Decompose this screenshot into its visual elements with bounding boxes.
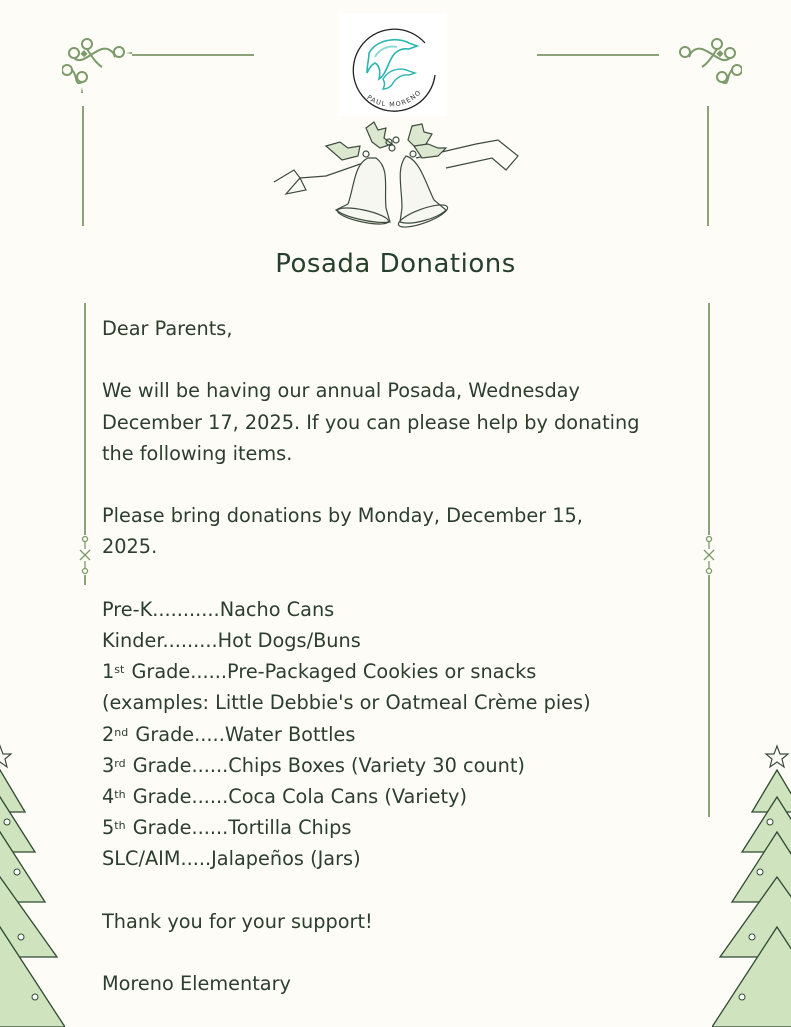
christmas-tree-left-icon [0, 742, 65, 1027]
left-body-rule-bottom [84, 575, 86, 585]
donation-item-4th: 4th Grade......Coca Cola Cans (Variety) [102, 785, 467, 808]
closing: Thank you for your support! [102, 909, 373, 933]
greeting: Dear Parents, [102, 317, 233, 340]
donation-item-3rd: 3rd Grade......Chips Boxes (Variety 30 count) [102, 753, 525, 777]
top-left-rule [132, 54, 254, 56]
paragraph1-line1: We will be having our annual Posada, Wednesday [102, 379, 580, 403]
bells-holly-icon [266, 118, 522, 230]
paragraph1-line3: the following items. [102, 441, 293, 465]
donation-item-prek: Pre-K...........Nacho Cans [102, 597, 335, 621]
donation-item-slc-aim: SLC/AIM.....Jalapeños (Jars) [102, 847, 361, 871]
svg-text:PAUL MORENO: PAUL MORENO [365, 88, 424, 109]
donation-item-1st-note: (examples: Little Debbie's or Oatmeal Crème pies) [102, 691, 591, 715]
page-title: Posada Donations [275, 249, 516, 279]
letter-body [102, 313, 702, 999]
school-logo [339, 13, 447, 116]
dolphin-icon [339, 13, 447, 116]
donation-item-kinder: Kinder.........Hot Dogs/Buns [102, 628, 361, 652]
paragraph2-line2: 2025. [102, 535, 158, 559]
donation-item-2nd: 2nd Grade.....Water Bottles [102, 722, 356, 746]
paragraph1-line2: December 17, 2025. If you can please help by donating [102, 410, 640, 434]
ornament-right-icon [702, 535, 716, 575]
donation-item-5th: 5th Grade......Tortilla Chips [102, 816, 352, 840]
flourish-corner-left-icon [62, 35, 152, 235]
flourish-corner-right-icon [652, 35, 742, 235]
right-top-rule [707, 106, 709, 226]
top-right-rule [537, 54, 659, 56]
paragraph2-line1: Please bring donations by Monday, December 15, [102, 504, 583, 528]
right-body-rule-top [708, 303, 710, 535]
left-top-rule [82, 106, 84, 226]
left-body-rule-top [84, 303, 86, 535]
christmas-tree-right-icon [712, 742, 791, 1027]
signature: Moreno Elementary [102, 972, 291, 996]
ornament-left-icon [78, 535, 92, 575]
donation-item-1st: 1st Grade......Pre-Packaged Cookies or snacks [102, 660, 537, 684]
right-body-rule-bottom [708, 575, 710, 817]
